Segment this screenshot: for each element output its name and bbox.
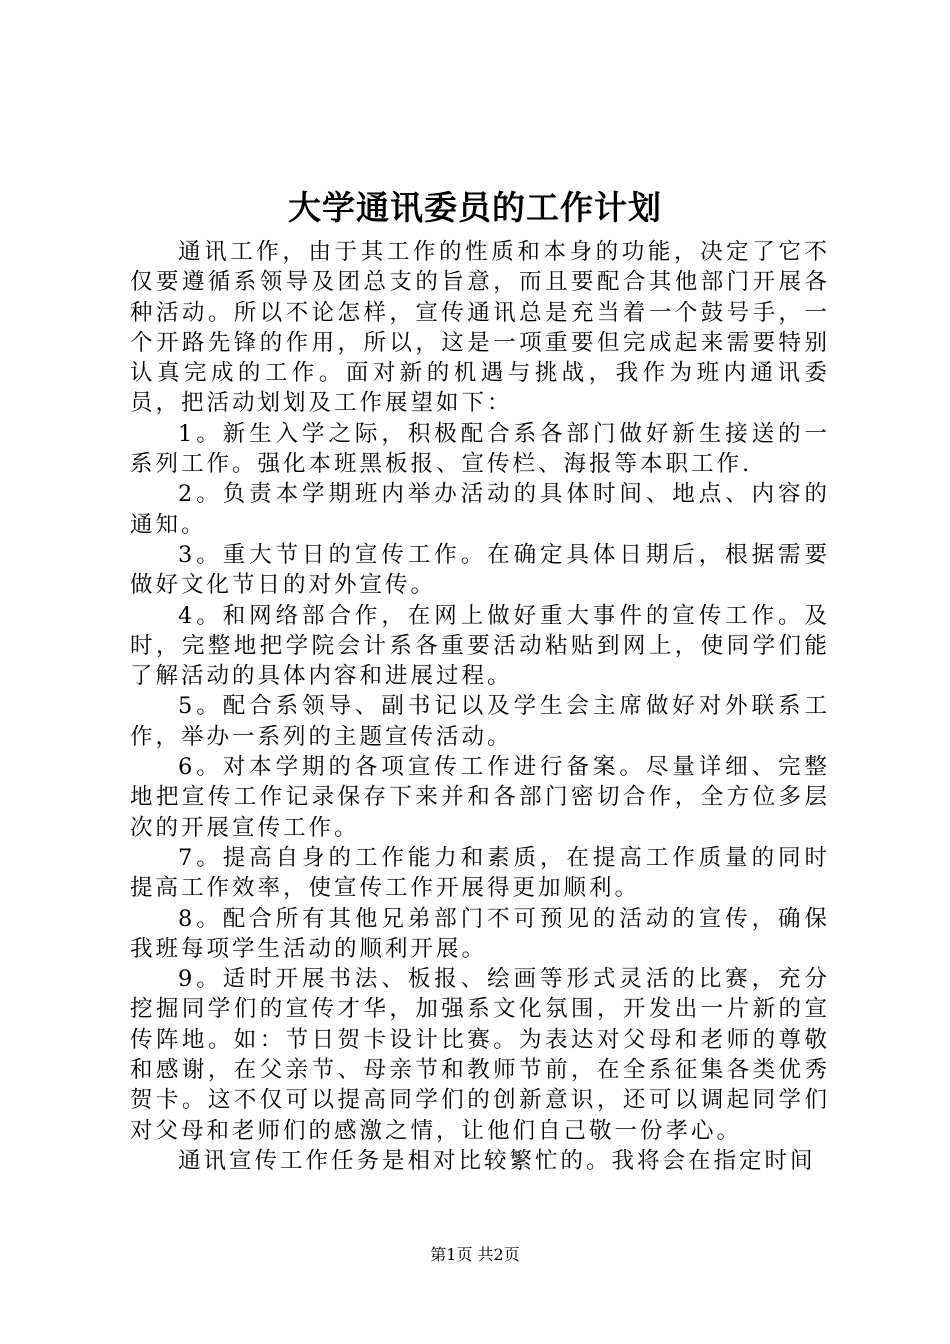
list-item-3: 3。重大节日的宣传工作。在确定具体日期后，根据需要做好文化节日的对外宣传。 (130, 541, 830, 599)
intro-paragraph: 通讯工作，由于其工作的性质和本身的功能，决定了它不仅要遵循系领导及团总支的旨意，而且要配合其他部门开展各种活动。所以不论怎样，宣传通讯总是充当着一个鼓号手，一个开路先锋的作用，所以，这是一项重要但完成起来需要特别认真完成的工作。面对新的机遇与挑战，我作为班内通讯委员，把活动划划及工作展望如下： (130, 239, 830, 417)
list-item-6: 6。对本学期的各项宣传工作进行备案。尽量详细、完整地把宣传工作记录保存下来并和各部门密切合作，全方位多层次的开展宣传工作。 (130, 754, 830, 841)
list-item-9: 9。适时开展书法、板报、绘画等形式灵活的比赛，充分挖掘同学们的宣传才华，加强系文化氛围，开发出一片新的宣传阵地。如：节日贺卡设计比赛。为表达对父母和老师的尊敬和感谢，在父亲节、母亲节和教师节前，在全系征集各类优秀贺卡。这不仅可以提高同学们的创新意识，还可以调起同学们对父母和老师们的感激之情，让他们自己敬一份孝心。 (130, 966, 830, 1144)
list-item-1: 1。新生入学之际，积极配合系各部门做好新生接送的一系列工作。强化本班黑板报、宣传栏、海报等本职工作. (130, 420, 830, 478)
document-body (130, 237, 830, 1176)
list-item-7: 7。提高自身的工作能力和素质，在提高工作质量的同时提高工作效率，使宣传工作开展得更加顺利。 (130, 844, 830, 902)
list-item-8: 8。配合所有其他兄弟部门不可预见的活动的宣传，确保我班每项学生活动的顺利开展。 (130, 905, 830, 962)
list-item-5: 5。配合系领导、副书记以及学生会主席做好对外联系工作，举办一系列的主题宣传活动。 (130, 693, 830, 750)
document-title: 大学通讯委员的工作计划 (288, 188, 662, 227)
list-item-4: 4。和网络部合作，在网上做好重大事件的宣传工作。及时，完整地把学院会计系各重要活动粘贴到网上，使同学们能了解活动的具体内容和进展过程。 (130, 602, 830, 690)
closing-paragraph: 通讯宣传工作任务是相对比较繁忙的。我将会在指定时间 (178, 1147, 816, 1174)
page-footer: 第1页 共2页 (430, 1245, 520, 1264)
list-item-2: 2。负责本学期班内举办活动的具体时间、地点、内容的通知。 (130, 481, 830, 538)
